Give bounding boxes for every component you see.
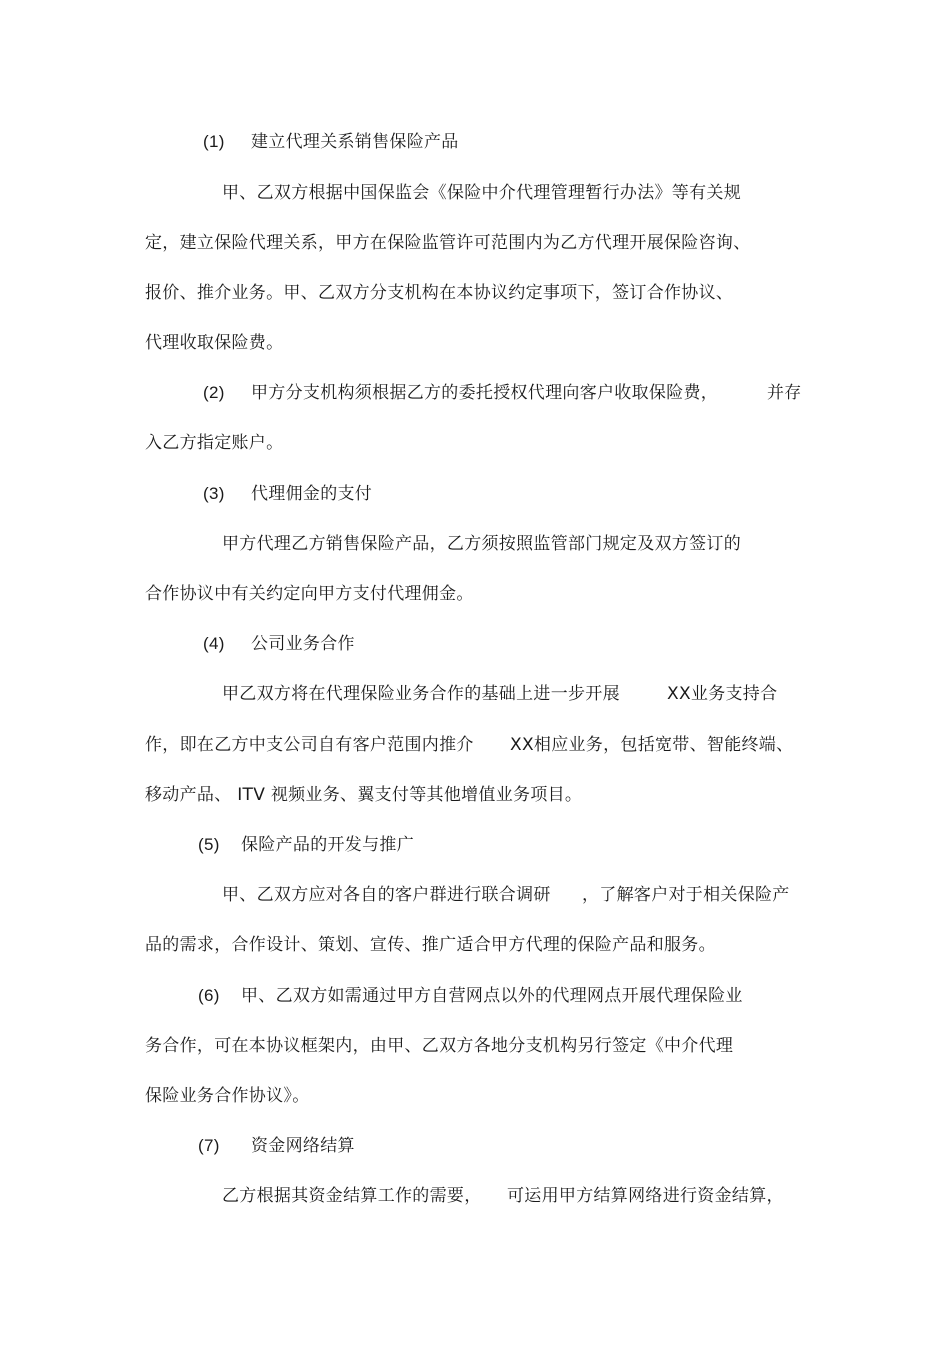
paragraph-line: 品的需求，合作设计、策划、宣传、推广适合甲方代理的保险产品和服务。 [145,935,716,955]
item-number: (5) [198,835,220,854]
item-number: (6) [198,986,220,1005]
section-heading: 建立代理关系销售保险产品 [251,132,459,152]
paragraph-line: 可运用甲方结算网络进行资金结算， [507,1186,784,1206]
paragraph-line: 移动产品、 ITV 视频业务、翼支付等其他增值业务项目。 [145,785,583,805]
item-number: (1) [203,132,225,151]
paragraph-line: ，了解客户对于相关保险产 [582,885,790,905]
item-number: (2) [203,383,225,402]
paragraph-line: XX业务支持合 [667,684,778,704]
section-heading: 资金网络结算 [251,1136,355,1156]
item-number: (7) [198,1136,220,1155]
section-heading: 代理佣金的支付 [251,484,373,504]
item-number: (3) [203,484,225,503]
paragraph-line: 保险业务合作协议》。 [145,1086,310,1106]
paragraph-line: 入乙方指定账户。 [145,433,284,453]
paragraph-line: 甲、乙双方根据中国保监会《保险中介代理管理暂行办法》等有关规 [222,183,741,203]
paragraph-line: 并存 [767,383,802,403]
paragraph-line: 务合作，可在本协议框架内，由甲、乙双方各地分支机构另行签定《中介代理 [145,1036,734,1056]
section-heading: 公司业务合作 [251,634,355,654]
paragraph-line: 甲方代理乙方销售保险产品，乙方须按照监管部门规定及双方签订的 [222,534,741,554]
item-number: (4) [203,634,225,653]
paragraph-line: 甲、乙双方如需通过甲方自营网点以外的代理网点开展代理保险业 [241,986,743,1006]
paragraph-line: 乙方根据其资金结算工作的需要， [222,1186,482,1206]
paragraph-line: 报价、推介业务。甲、乙双方分支机构在本协议约定事项下，签订合作协议、 [145,283,734,303]
paragraph-line: 代理收取保险费。 [145,333,284,353]
paragraph-line: 甲乙双方将在代理保险业务合作的基础上进一步开展 [222,684,620,704]
paragraph-line: 甲、乙双方应对各自的客户群进行联合调研 [222,885,551,905]
paragraph-line: 定，建立保险代理关系，甲方在保险监管许可范围内为乙方代理开展保险咨询、 [145,233,751,253]
section-heading: 保险产品的开发与推广 [241,835,414,855]
paragraph-line: XX相应业务，包括宽带、智能终端、 [510,735,794,755]
paragraph-line: 作，即在乙方中支公司自有客户范围内推介 [145,735,474,755]
paragraph-line: 甲方分支机构须根据乙方的委托授权代理向客户收取保险费， [251,383,719,403]
paragraph-line: 合作协议中有关约定向甲方支付代理佣金。 [145,584,474,604]
